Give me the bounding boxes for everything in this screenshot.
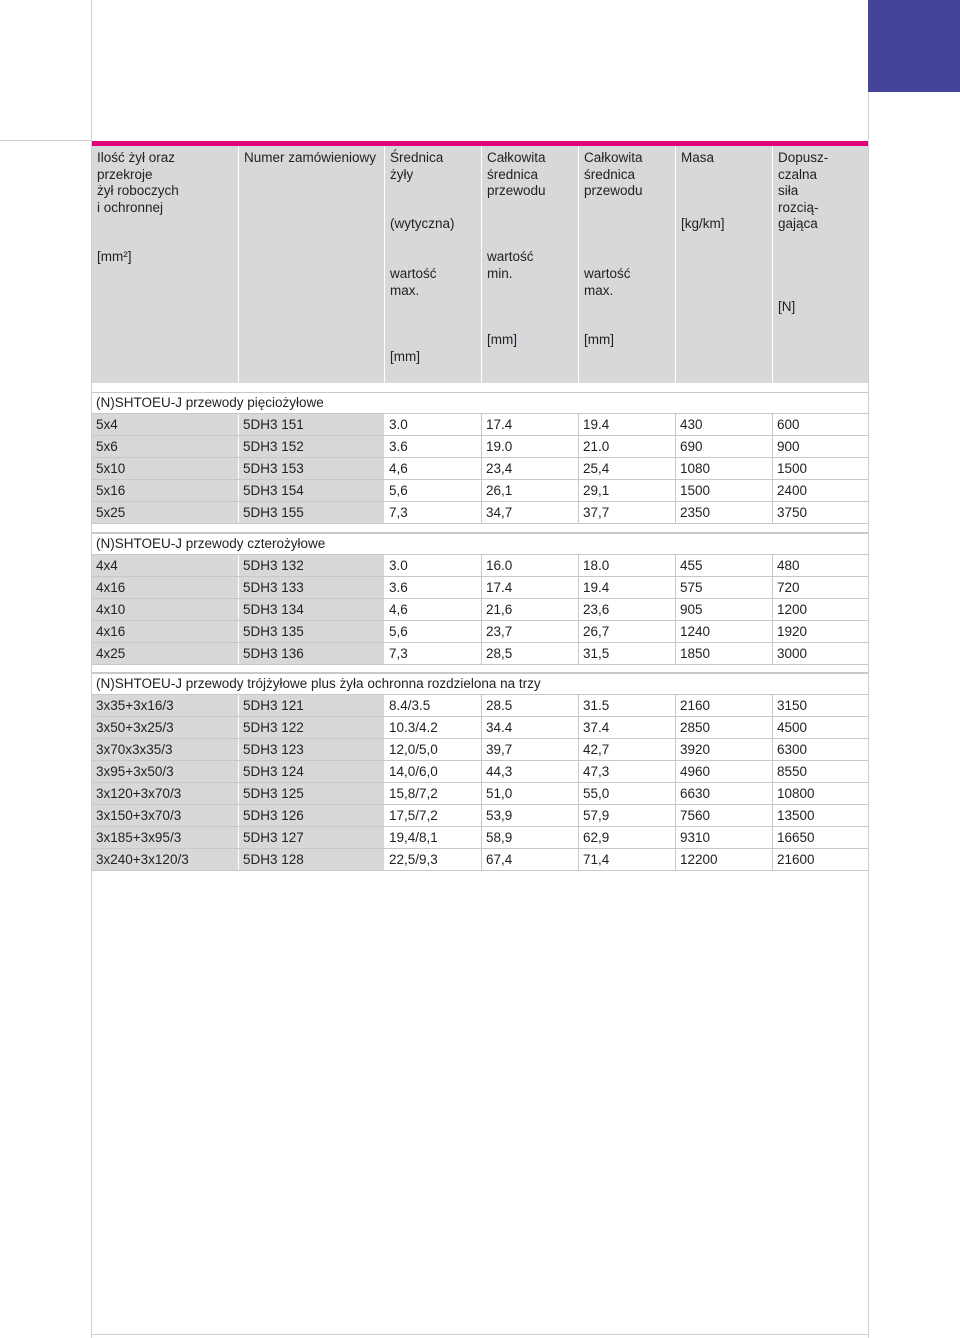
corner-color-block [868,0,960,92]
cell-conductor-diameter: 4,6 [385,458,482,479]
cell-tensile-force: 13500 [777,808,815,823]
cell-conductor-diameter: 3.0 [385,555,482,576]
cell-tensile-force: 600 [777,417,800,432]
cell-tensile-force: 21600 [777,852,815,867]
cell-order-number: 5DH3 124 [239,761,385,782]
cell-tensile-force: 3150 [777,698,808,713]
table-row [92,436,868,458]
cell-cores: 3x95+3x50/3 [92,761,239,782]
page-frame-top [0,140,92,141]
cell-cores: 3x120+3x70/3 [92,783,239,804]
table-row [92,805,868,827]
cell-tensile-force: 6300 [777,742,808,757]
cell-tensile-force: 720 [777,580,800,595]
cell-tensile-force: 480 [777,558,800,573]
page-frame-right [868,92,869,1338]
section-title: (N)SHTOEU-J przewody trójżyłowe plus żyła ochronna rozdzielona na trzy [92,673,868,695]
cell-mass: 690 [676,436,773,457]
section-spacer [92,664,868,673]
cell-order-number: 5DH3 132 [239,555,385,576]
cell-conductor-diameter: 12,0/5,0 [385,739,482,760]
table-row [92,414,868,436]
header-diameter-min-unit: wartość min. [mm] [487,249,534,347]
cell-cores: 5x25 [92,502,239,523]
cell-diameter-max: 21.0 [579,436,676,457]
cell-cores: 4x4 [92,555,239,576]
header-col-diameter-max [579,146,676,383]
section-title: (N)SHTOEU-J przewody czterożyłowe [92,533,868,555]
cell-diameter-max: 42,7 [579,739,676,760]
table-row [92,783,868,805]
cell-diameter-max: 57,9 [579,805,676,826]
table-row [92,827,868,849]
cell-diameter-min: 58,9 [482,827,579,848]
cell-conductor-diameter: 10.3/4.2 [385,717,482,738]
cell-mass: 575 [676,577,773,598]
table-row [92,480,868,502]
table-row [92,502,868,524]
cell-cores: 3x150+3x70/3 [92,805,239,826]
cell-conductor-diameter: 8.4/3.5 [385,695,482,716]
header-col-order-number [239,146,385,383]
cell-conductor-diameter: 5,6 [385,480,482,501]
cell-diameter-min: 16.0 [482,555,579,576]
cell-diameter-min: 51,0 [482,783,579,804]
header-col-tensile-force [773,146,868,383]
cell-cores: 4x10 [92,599,239,620]
cell-mass: 9310 [676,827,773,848]
cell-diameter-min: 26,1 [482,480,579,501]
cell-order-number: 5DH3 128 [239,849,385,870]
cell-cores: 4x16 [92,577,239,598]
cell-conductor-diameter: 19,4/8,1 [385,827,482,848]
cell-mass: 455 [676,555,773,576]
cell-order-number: 5DH3 125 [239,783,385,804]
cell-mass: 1240 [676,621,773,642]
cell-diameter-min: 19.0 [482,436,579,457]
cell-cores: 4x25 [92,643,239,664]
cell-mass: 905 [676,599,773,620]
table-row [92,577,868,599]
cell-conductor-diameter: 7,3 [385,643,482,664]
section-spacer [92,524,868,533]
table-row [92,717,868,739]
cell-cores: 3x240+3x120/3 [92,849,239,870]
header-diameter-min-label: Całkowita średnica przewodu [487,150,546,199]
cell-tensile-force: 1920 [777,624,808,639]
cell-mass: 1500 [676,480,773,501]
cell-cores: 5x6 [92,436,239,457]
table-row [92,621,868,643]
cell-conductor-diameter: 7,3 [385,502,482,523]
cell-tensile-force: 3000 [777,646,808,661]
cell-tensile-force: 2400 [777,483,808,498]
cell-diameter-min: 34.4 [482,717,579,738]
cell-cores: 3x70x3x35/3 [92,739,239,760]
cell-conductor-diameter: 22,5/9,3 [385,849,482,870]
cell-diameter-max: 19.4 [579,414,676,435]
cell-mass: 12200 [676,849,773,870]
cell-conductor-diameter: 14,0/6,0 [385,761,482,782]
page-frame-bottom [91,1334,869,1335]
cell-conductor-diameter: 3.6 [385,577,482,598]
cell-order-number: 5DH3 133 [239,577,385,598]
cell-tensile-force: 900 [777,439,800,454]
header-conductor-diameter-label: Średnica żyły (wytyczna) [390,150,455,232]
cell-diameter-min: 21,6 [482,599,579,620]
cell-cores: 3x185+3x95/3 [92,827,239,848]
cell-diameter-min: 17.4 [482,577,579,598]
cell-mass: 1080 [676,458,773,479]
cell-diameter-min: 44,3 [482,761,579,782]
cell-tensile-force: 1200 [777,602,808,617]
cell-mass: 6630 [676,783,773,804]
cell-mass: 7560 [676,805,773,826]
cell-order-number: 5DH3 123 [239,739,385,760]
cell-diameter-max: 19.4 [579,577,676,598]
cell-diameter-max: 31,5 [579,643,676,664]
cell-mass: 2850 [676,717,773,738]
cell-mass: 4960 [676,761,773,782]
table-header [92,146,868,383]
header-mass-label: Masa [kg/km] [681,150,725,232]
table-row [92,643,868,665]
cell-diameter-max: 55,0 [579,783,676,804]
cell-diameter-min: 28,5 [482,643,579,664]
cell-cores: 5x4 [92,414,239,435]
cell-conductor-diameter: 3.0 [385,414,482,435]
table-row [92,695,868,717]
table-row [92,761,868,783]
cell-order-number: 5DH3 126 [239,805,385,826]
cell-order-number: 5DH3 122 [239,717,385,738]
cell-conductor-diameter: 4,6 [385,599,482,620]
header-col-mass [676,146,773,383]
cell-diameter-max: 37.4 [579,717,676,738]
header-tensile-force-unit: [N] [778,298,796,314]
cell-diameter-max: 23,6 [579,599,676,620]
cell-order-number: 5DH3 136 [239,643,385,664]
cell-mass: 3920 [676,739,773,760]
cell-conductor-diameter: 3.6 [385,436,482,457]
section-title: (N)SHTOEU-J przewody pięciożyłowe [92,392,868,414]
cell-mass: 2350 [676,502,773,523]
cell-conductor-diameter: 15,8/7,2 [385,783,482,804]
cell-tensile-force: 10800 [777,786,815,801]
header-conductor-diameter-unit: wartość max. [mm] [390,266,437,364]
cell-order-number: 5DH3 152 [239,436,385,457]
cell-conductor-diameter: 17,5/7,2 [385,805,482,826]
header-diameter-max-label: Całkowita średnica przewodu [584,150,643,199]
header-col-cores [92,146,239,383]
header-col-conductor-diameter [385,146,482,383]
cell-mass: 2160 [676,695,773,716]
cell-order-number: 5DH3 151 [239,414,385,435]
cell-diameter-min: 23,7 [482,621,579,642]
cell-diameter-min: 67,4 [482,849,579,870]
cell-order-number: 5DH3 135 [239,621,385,642]
cell-conductor-diameter: 5,6 [385,621,482,642]
cell-diameter-min: 17.4 [482,414,579,435]
cell-diameter-min: 28.5 [482,695,579,716]
header-cores-unit: [mm²] [97,249,132,264]
cell-tensile-force: 4500 [777,720,808,735]
cell-diameter-max: 62,9 [579,827,676,848]
cell-diameter-min: 53,9 [482,805,579,826]
header-col-diameter-min [482,146,579,383]
cell-order-number: 5DH3 134 [239,599,385,620]
cell-tensile-force: 16650 [777,830,815,845]
table-row [92,555,868,577]
cell-cores: 4x16 [92,621,239,642]
header-order-number-label: Numer zamówieniowy [244,150,377,165]
cell-order-number: 5DH3 121 [239,695,385,716]
table-row [92,458,868,480]
cell-cores: 5x10 [92,458,239,479]
cell-diameter-max: 71,4 [579,849,676,870]
header-tensile-force-label: Dopusz- czalna siła rozcią- gająca [778,150,829,232]
cell-diameter-min: 23,4 [482,458,579,479]
cell-tensile-force: 1500 [777,461,808,476]
cell-diameter-max: 37,7 [579,502,676,523]
cell-order-number: 5DH3 127 [239,827,385,848]
cell-mass: 1850 [676,643,773,664]
cell-order-number: 5DH3 153 [239,458,385,479]
cell-diameter-max: 25,4 [579,458,676,479]
header-diameter-max-unit: wartość max. [mm] [584,266,631,348]
cell-diameter-min: 34,7 [482,502,579,523]
cell-cores: 5x16 [92,480,239,501]
cell-diameter-max: 29,1 [579,480,676,501]
cell-tensile-force: 8550 [777,764,808,779]
cell-tensile-force: 3750 [777,505,808,520]
cell-diameter-max: 26,7 [579,621,676,642]
cell-order-number: 5DH3 154 [239,480,385,501]
header-cores-label: Ilość żył oraz przekroje żył roboczych i ochronnej [97,150,179,215]
cell-cores: 3x50+3x25/3 [92,717,239,738]
cell-order-number: 5DH3 155 [239,502,385,523]
table-row [92,849,868,871]
cell-diameter-max: 18.0 [579,555,676,576]
table-row [92,599,868,621]
table-row [92,739,868,761]
cell-mass: 430 [676,414,773,435]
cell-diameter-max: 31.5 [579,695,676,716]
cell-diameter-max: 47,3 [579,761,676,782]
cell-diameter-min: 39,7 [482,739,579,760]
cell-cores: 3x35+3x16/3 [92,695,239,716]
